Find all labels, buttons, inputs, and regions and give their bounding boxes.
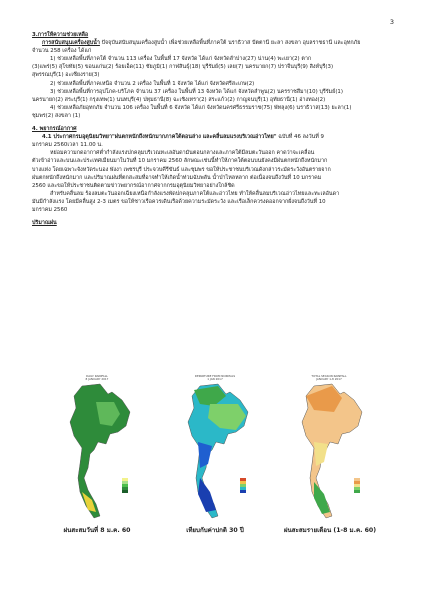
- forecast-announcement: [32, 133, 394, 141]
- aid-item-1-cont2: สุพรรณบุรี(1) อะเซียงราย(3): [32, 72, 100, 79]
- rainfall-heading: ปริมาณฝน: [32, 220, 57, 227]
- departure-map-date: 1 JAN 2017: [207, 377, 223, 382]
- forecast-paragraph-1-cont: ตัวเข้าอ่าวและบนเเละประเทศเมียนมาในวันที่ 10 มกราคม 2560 ลักษณะเช่นนี้ทำให้ภาคใต้ตอนบนยังคงมีฝนตกหนักถึงหนักมาก: [32, 158, 328, 165]
- aid-item-1: 1) ช่วยเหลือพื้นที่ภาคใต้ จำนวน 113 เครื่อง ในพื้นที่ 17 จังหวัด ได้แก่ จังหวัดลำปาง(27) น่าน(4) พะเยา(2) ตาก: [50, 56, 312, 63]
- section-3-intro-line2: จำนวน 258 เครื่อง ได้แก่: [32, 48, 92, 55]
- announcement-title: "ฝนตกหนักถึงหนักมากภาคใต้ตอนล่าง และคลื่นลมแรงบริเวณอ่าวไทย": [111, 134, 277, 141]
- daily-rainfall-map-date: 8 JANUARY 2017: [85, 377, 109, 382]
- departure-caption: เทียบกับค่าปกติ 30 ปี: [186, 527, 244, 534]
- daily-rainfall-map: [52, 375, 142, 525]
- season-caption: ฝนสะสมรายเดือน (1-8 ม.ค. 60): [283, 527, 377, 534]
- thailand-map-daily: [52, 382, 142, 522]
- announcement-number: 4.1 ประกาศกรมอุตุนิยมวิทยา: [42, 134, 112, 141]
- aid-item-3-cont: นครนายก(2) สระบุรี(1) กรุงเทพ(1) นนทบุรี(4) ปทุมธานี(8) ฉะเชิงเทรา(2) สระแก้ว(2) กาญจนบุรี(1) อุทัยธานี(1) อ่างทอง(2): [32, 96, 326, 103]
- departure-from-normal-map: [170, 375, 260, 525]
- forecast-paragraph-1-cont4: 2560 และขอให้ประชาชนติดตามข่าวพยากรณ์อากาศจากกรมอุตุนิยมวิทยาอย่างใกล้ชิด: [32, 182, 235, 189]
- aid-item-4-cont: ชุมพร(2) สงขลา (1): [32, 112, 81, 119]
- aid-item-2: 2) ช่วยเหลือพื้นที่ภาคเหนือ จำนวน 2 เครื่อง ในพื้นที่ 1 จังหวัด ได้แก่ จังหวัดศรีสะเกษ(2): [50, 80, 255, 87]
- forecast-paragraph-2: สำหรับคลื่นลม ร้องลมตะวันออกเฉียงเหนือกำลังแรงพัดปกคลุมภาคใต้และอ่าวไทย ทำให้คลื่นลมบริเวณอ่าวไทยและทะเลอันดา: [50, 190, 340, 197]
- section-3-intro: [32, 39, 394, 47]
- aid-item-3: 3) ช่วยเหลือพื้นที่การอุปโภค-บริโภค จำนวน 37 เครื่อง ในพื้นที่ 13 จังหวัด ได้แก่ จังหวัดลำพูน(2) นครราชสีมา(10) บุรีรัมย์(1): [50, 88, 343, 95]
- thailand-map-season: [284, 382, 374, 522]
- pump-support-label: การสนับสนุนเครื่องสูบน้ำ: [42, 40, 100, 47]
- forecast-paragraph-1-cont3: ฝนตกหนักถึงหนักมาก และปริมาณฝนที่ตกสะสมที่อาจทำให้เกิดน้ำท่วมฉับพลัน น้ำป่าไหลหลาก ต่อเนื่องจนถึงวันที่ 10 มกราคม: [32, 174, 322, 181]
- total-season-rainfall-map: [284, 375, 374, 525]
- section-4-heading: 4. พยากรณ์อากาศ: [32, 126, 77, 133]
- pump-support-text: ปัจจุบันสนับสนุนเครื่องสูบน้ำ เพื่อช่วยเหลือพื้นที่ภาคใต้ นราธิวาส ปัตตานี ยะลา สงขลา อุบลราชธานี และอุทกภัย: [99, 40, 361, 47]
- page-number: 3: [389, 18, 394, 26]
- forecast-paragraph-2-cont2: มกราคม 2560: [32, 206, 68, 213]
- season-map-date: JANUARY 1-8 2017: [316, 377, 342, 382]
- daily-rainfall-caption: ฝนสะสมวันที่ 8 ม.ค. 60: [63, 527, 131, 534]
- announcement-issue: ฉบับที่ 46 ลงวันที่ 9: [276, 134, 324, 141]
- document-body: [32, 31, 394, 227]
- aid-item-1-cont: (3)แพร่(5) สุโขทัย(5) ขอนแก่น(2) ร้อยเอ็ด(11) ชัยภูมิ(1) กาฬสินธุ์(18) บุรีรัมย์(5) เลย(7) นครนายก(7) ปราจีนบุรี(9) สิงห์บุรี(3): [32, 64, 334, 71]
- aid-item-4: 4) ช่วยเหลือภัยอุทกภัย จำนวน 106 เครื่อง ในพื้นที่ 6 จังหวัด ได้แก่ จังหวัดนครศรีธรรมราช(75) พัทลุง(6) นราธิวาส(13) ยะลา(1): [50, 104, 352, 111]
- departure-map-title: DEPARTURE FROM NORMALS: [194, 374, 236, 378]
- forecast-paragraph-2-cont: มันมีกำลังแรง โดยมีคลื่นสูง 2-3 เมตร ขอให้ชาวเรือควรเดินเรือด้วยความระมัดระวัง และเรือเล็กควรงดออกจากฝั่งจนถึงวันที่ 10: [32, 198, 326, 205]
- rainfall-maps: [52, 375, 382, 535]
- announcement-date: มกราคม 2560เวลา 11.00 น.: [32, 142, 103, 149]
- thailand-map-departure: [170, 382, 260, 522]
- daily-rainfall-map-title: DAILY RAINFALL: [86, 374, 108, 378]
- section-3-heading: 3.การให้ความช่วยเหลือ: [32, 32, 89, 38]
- forecast-paragraph-1: หย่อมความกดอากาศต่ำกำลังแรงปกคลุมบริเวณทะเลอันดามันตอนกลางและภาคใต้มีลมตะวันออก คาดว่าจะเคลื่อน: [50, 150, 315, 157]
- forecast-paragraph-1-cont2: บางแห่ง โดยเฉพาะจังหวัดระนอง พังงา เพชรบุรี ประจวบคีรีขันธ์ และชุมพร ขอให้ประชาชนบริเวณดังกล่าวระมัดระวังอันตรายจาก: [32, 166, 331, 173]
- season-map-title: TOTAL SEASON RAINFALL: [311, 374, 347, 378]
